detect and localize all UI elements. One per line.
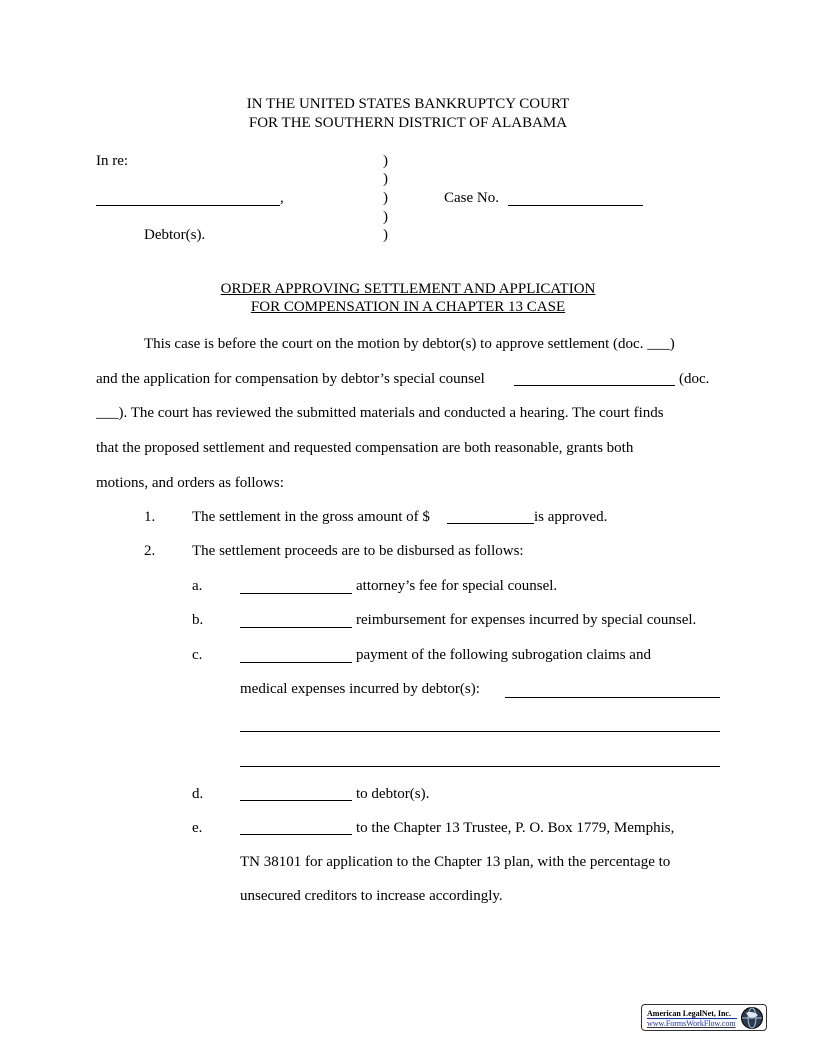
caption-paren: ): [383, 227, 388, 243]
caption-paren: ): [383, 171, 388, 187]
subitem-c-text2: medical expenses incurred by debtor(s):: [240, 681, 480, 697]
body-line-5: motions, and orders as follows:: [96, 475, 284, 491]
subitem-letter-d: d.: [192, 786, 204, 802]
court-name-line2: FOR THE SOUTHERN DISTRICT OF ALABAMA: [248, 115, 568, 131]
body-line-4: that the proposed settlement and requested compensation are both reasonable, grants both: [96, 440, 634, 456]
item-1-text-post: is approved.: [534, 509, 608, 525]
order-title-line2: FOR COMPENSATION IN A CHAPTER 13 CASE: [250, 299, 566, 315]
debtor-label: Debtor(s).: [144, 227, 206, 243]
caption-paren: ): [383, 153, 388, 169]
caption-paren: ): [383, 190, 388, 206]
item-1-text-pre: The settlement in the gross amount of $: [192, 509, 430, 525]
subrogation-claims-blank-3[interactable]: [240, 766, 720, 767]
court-name-line1: IN THE UNITED STATES BANKRUPTCY COURT: [246, 96, 570, 112]
logo-company-name: American LegalNet, Inc.: [647, 1009, 731, 1018]
debtor-amount-blank[interactable]: [240, 800, 352, 801]
special-counsel-blank[interactable]: [514, 385, 675, 386]
body-line-2b: (doc.: [679, 371, 710, 387]
subitem-b-text: reimbursement for expenses incurred by special counsel.: [356, 612, 697, 628]
subitem-letter-c: c.: [192, 647, 203, 663]
subrogation-claims-blank-2[interactable]: [240, 731, 720, 732]
item-number: 1.: [144, 509, 156, 525]
subitem-letter-a: a.: [192, 578, 203, 594]
case-no-label: Case No.: [444, 190, 499, 206]
expenses-blank[interactable]: [240, 627, 352, 628]
case-no-blank[interactable]: [508, 205, 643, 206]
americanlegalnet-logo[interactable]: [641, 1004, 767, 1031]
subitem-e-text2: TN 38101 for application to the Chapter 13 plan, with the percentage to: [240, 854, 671, 870]
debtor-name-comma: ,: [280, 190, 284, 206]
subitem-e-text3: unsecured creditors to increase accordingly.: [240, 888, 503, 904]
trustee-amount-blank[interactable]: [240, 834, 352, 835]
in-re-label: In re:: [96, 153, 129, 169]
order-title-line1: ORDER APPROVING SETTLEMENT AND APPLICATION: [220, 281, 596, 297]
subitem-letter-e: e.: [192, 820, 203, 836]
item-2-text: The settlement proceeds are to be disbursed as follows:: [192, 543, 524, 559]
subrogation-amount-blank[interactable]: [240, 662, 352, 663]
subitem-c-text: payment of the following subrogation claims and: [356, 647, 651, 663]
attorney-fee-blank[interactable]: [240, 593, 352, 594]
body-line-1: This case is before the court on the motion by debtor(s) to approve settlement (doc. ___): [144, 336, 675, 352]
globe-icon: [740, 1006, 764, 1030]
caption-paren: ): [383, 209, 388, 225]
item-number: 2.: [144, 543, 156, 559]
body-line-2a: and the application for compensation by debtor’s special counsel: [96, 371, 485, 387]
subitem-letter-b: b.: [192, 612, 204, 628]
subitem-e-text: to the Chapter 13 Trustee, P. O. Box 1779, Memphis,: [356, 820, 675, 836]
gross-amount-blank[interactable]: [447, 523, 534, 524]
debtor-name-blank[interactable]: [96, 205, 280, 206]
subitem-d-text: to debtor(s).: [356, 786, 430, 802]
body-line-3: ___). The court has reviewed the submitted materials and conducted a hearing. The court finds: [96, 405, 664, 421]
logo-url[interactable]: www.FormsWorkFlow.com: [647, 1019, 736, 1028]
subrogation-claims-blank-1[interactable]: [505, 697, 720, 698]
subitem-a-text: attorney’s fee for special counsel.: [356, 578, 558, 594]
